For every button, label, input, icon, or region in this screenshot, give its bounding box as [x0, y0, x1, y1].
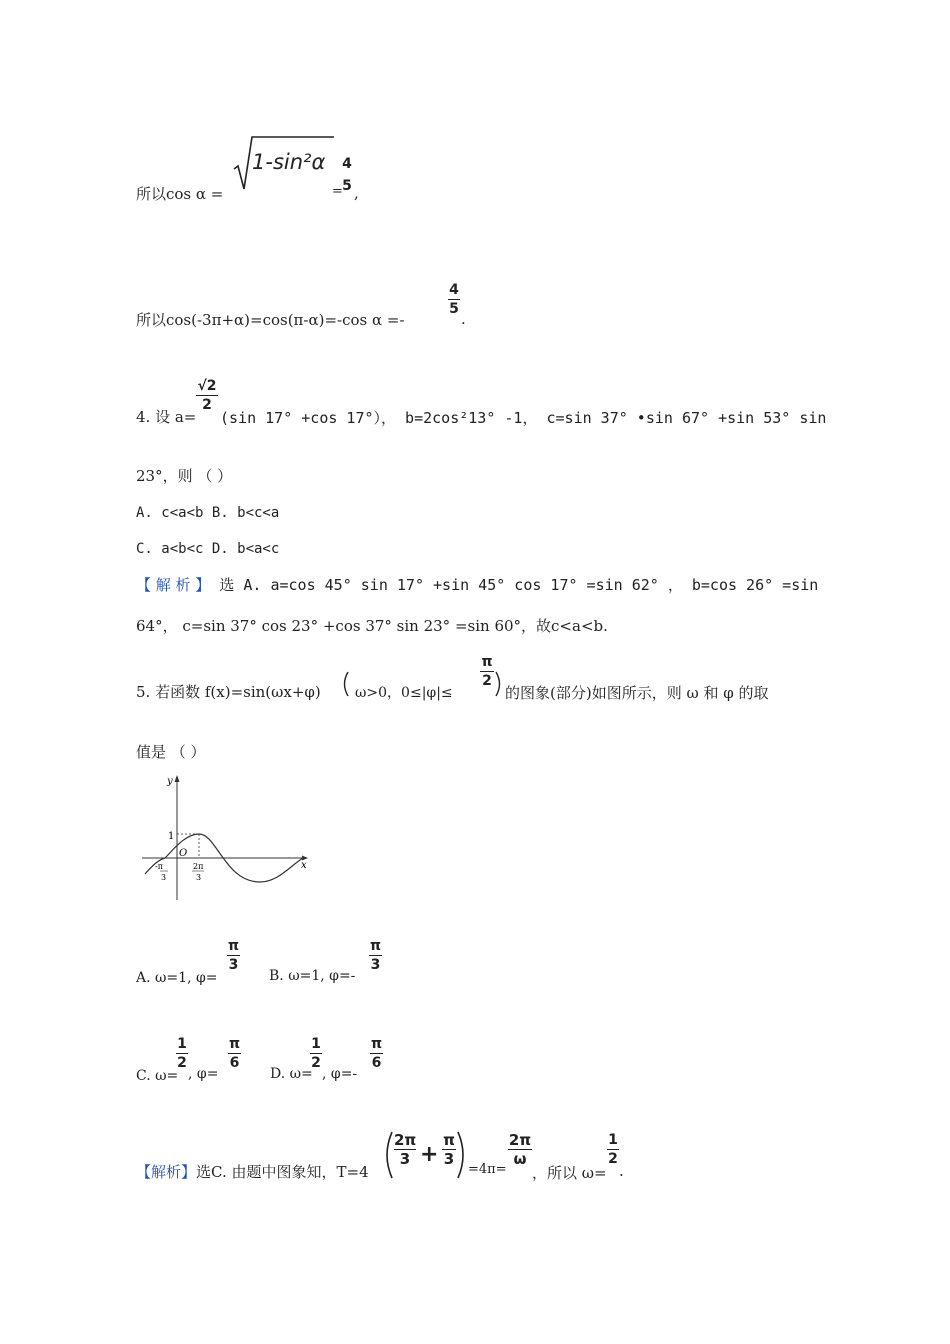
- line-cos-alpha: [136, 184, 223, 204]
- frac-num: π: [227, 938, 240, 954]
- origin-label: O: [179, 848, 188, 859]
- frac-num: 4: [342, 156, 352, 172]
- fraction-half: [607, 1132, 619, 1167]
- option-b: B. ω=1, φ=-: [269, 968, 356, 984]
- frac-den: 2: [482, 673, 492, 689]
- fraction-four-fifths-2: [448, 282, 460, 317]
- frac-den: 2: [311, 1055, 321, 1071]
- frac-num: 2π: [508, 1131, 532, 1149]
- frac-den: ω: [513, 1150, 527, 1168]
- plus-sign: +: [420, 1142, 439, 1167]
- q4-options-ab: A. c<a<b B. b<c<a: [136, 505, 280, 521]
- fraction-four-fifths: [340, 156, 354, 194]
- q5-lead: 5. 若函数 f(x)=sin(ωx+φ): [136, 683, 321, 701]
- frac-num: 4: [449, 282, 459, 298]
- cos-3pi-text: 所以cos(-3π+α)=cos(π-α)=-cos α =-: [136, 311, 405, 329]
- final-period: .: [619, 1162, 624, 1180]
- option-c-phi-fraction: [228, 1036, 241, 1071]
- svg-text:3: 3: [196, 873, 202, 882]
- frac-den: 2: [608, 1151, 618, 1167]
- cos-alpha-prefix: 所以cos α =: [136, 185, 224, 203]
- frac-num: 1: [177, 1036, 187, 1052]
- period: .: [461, 310, 466, 328]
- tick-one: 1: [168, 831, 175, 842]
- big-right-paren: [456, 1130, 468, 1180]
- solution-5: [136, 1162, 369, 1182]
- line-cos-3pi: [136, 310, 405, 330]
- fraction-pi-3: [442, 1132, 456, 1167]
- fraction-2pi-omega: [508, 1132, 532, 1167]
- solution-5-tag: 【解析】: [136, 1163, 197, 1181]
- right-paren: [494, 671, 504, 697]
- frac-num: π: [481, 654, 493, 670]
- frac-den: 2: [202, 397, 212, 413]
- q4-continuation: 23°，则 （ ）: [136, 467, 233, 485]
- frac-den: 3: [370, 957, 381, 973]
- solution-tag: 【 解 析 】: [136, 576, 211, 594]
- q5-condition: ω>0，0≤|φ|≤: [355, 685, 453, 701]
- option-b-fraction: [369, 938, 382, 973]
- fraction-pi-over-2: [480, 654, 494, 689]
- q5-continuation: 值是 （ ）: [136, 743, 206, 761]
- option-d-omega-fraction: [310, 1036, 322, 1071]
- question-5: [136, 682, 321, 702]
- option-a-fraction: [227, 938, 240, 973]
- frac-den: 3: [399, 1150, 411, 1168]
- svg-text:3: 3: [161, 873, 167, 882]
- equals-sign: =: [332, 184, 343, 199]
- solution-4-text1: 选 A. a=cos 45° sin 17° +sin 45° cos 17° =sin 62° ， b=cos 26° =sin: [210, 576, 819, 594]
- option-c-mid: , φ=: [188, 1066, 219, 1082]
- question-4: [136, 407, 196, 427]
- x-label: x: [301, 860, 307, 871]
- solution-4-line1: [136, 575, 818, 595]
- q4-expression: (sin 17° +cos 17°）， b=2cos²13° -1， c=sin 37° •sin 67° +sin 53° sin: [220, 409, 827, 427]
- option-a: A. ω=1, φ=: [136, 970, 218, 986]
- y-axis-arrow: [175, 775, 180, 782]
- option-d-phi-fraction: [370, 1036, 383, 1071]
- frac-den: 5: [449, 301, 459, 317]
- frac-den: 2: [177, 1055, 187, 1071]
- option-c-omega-fraction: [176, 1036, 188, 1071]
- frac-den: 6: [371, 1055, 382, 1071]
- frac-num: π: [443, 1131, 455, 1149]
- therefore-omega: ，所以 ω=: [532, 1164, 607, 1182]
- tick-2pi-3: 2π: [193, 862, 204, 871]
- left-paren: [340, 671, 350, 697]
- fraction-sqrt2-over-2: [196, 378, 218, 413]
- solution-5-text: 选C. 由题中图象知，T=4: [196, 1163, 369, 1181]
- option-d-mid: , φ=-: [322, 1066, 358, 1082]
- comma: ,: [354, 184, 359, 202]
- q5-rest: 的图象(部分)如图所示，则 ω 和 φ 的取: [505, 684, 769, 702]
- sine-graph: [140, 772, 312, 904]
- y-label: y: [167, 776, 173, 787]
- option-d: D. ω=: [270, 1066, 313, 1082]
- sqrt-radicand: 1-sin²α: [252, 150, 326, 174]
- frac-num: 1: [608, 1132, 618, 1148]
- option-c: C. ω=: [136, 1068, 179, 1084]
- equals-4pi: =4π=: [468, 1162, 507, 1177]
- frac-num: π: [228, 1036, 241, 1052]
- solution-4-line2: 64°， c=sin 37° cos 23° +cos 37° sin 23° =sin 60°，故c<a<b.: [136, 617, 608, 635]
- frac-num: π: [370, 1036, 383, 1052]
- frac-den: 5: [342, 178, 352, 194]
- frac-num: 2π: [394, 1131, 417, 1149]
- frac-den: 6: [229, 1055, 240, 1071]
- frac-num: 1: [311, 1036, 321, 1052]
- frac-num: √2: [197, 378, 217, 394]
- q4-options-cd: C. a<b<c D. b<a<c: [136, 541, 280, 557]
- fraction-2pi-3: [394, 1132, 416, 1167]
- q4-lead: 4. 设 a=: [136, 408, 197, 426]
- frac-den: 3: [443, 1150, 455, 1168]
- frac-den: 3: [228, 957, 239, 973]
- big-left-paren: [382, 1130, 394, 1180]
- frac-num: π: [369, 938, 382, 954]
- tick-neg-pi-3: -π: [155, 862, 163, 871]
